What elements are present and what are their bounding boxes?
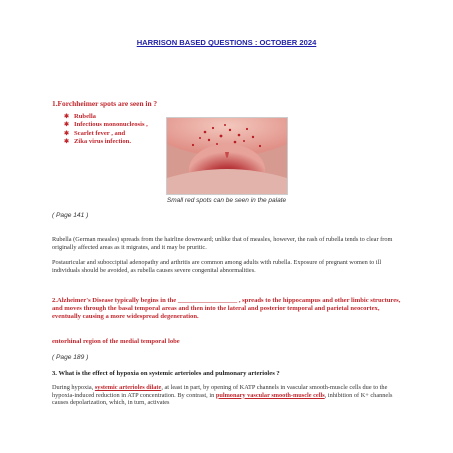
star-bullet-icon: ✱ [64, 139, 70, 146]
paragraph: Postauricular and suboccipital adenopathy and arthritis are common among adults with rubella. Exposure of pregnant women to ill individuals should be avoided, as rubella causes severe congenital abnormalities. [52, 259, 382, 274]
page-title: HARRISON BASED QUESTIONS : OCTOBER 2024 [136, 38, 317, 47]
highlighted-term: pulmonary vascular smooth-muscle cells [215, 391, 325, 399]
question-1: 1.Forchheimer spots are seen in ? [52, 99, 158, 108]
list-item: ✱ Rubella [64, 113, 96, 120]
question-2: 2.Alzheimer's Disease typically begins in the __________________ , spreads to the hippocampus and other limbic structures, and moves through the basal temporal areas and then into the lateral and posterior temporal and parietal neocortex, eventually causing a more widespread degeneration. [52, 297, 401, 320]
palate-photo-illustration [167, 118, 287, 194]
star-bullet-icon: ✱ [64, 122, 70, 129]
star-bullet-icon: ✱ [64, 130, 70, 137]
paragraph: Rubella (German measles) spreads from the hairline downward; unlike that of measles, however, the rash of rubella tends to clear from originally affected areas as it migrates, and it may be pruritic. [52, 236, 393, 251]
star-bullet-icon: ✱ [64, 114, 70, 120]
page-reference: ( Page 189 ) [52, 354, 89, 361]
answer: entorhinal region of the medial temporal lobe [52, 338, 180, 345]
list-item: ✱ Infectious mononucleosis , [64, 121, 148, 129]
palate-photo [166, 117, 288, 195]
list-item: ✱ Zika virus infection. [64, 138, 131, 146]
options-list [64, 113, 148, 147]
list-item: ✱ Scarlet fever , and [64, 129, 126, 137]
highlighted-term: systemic arterioles dilate [94, 384, 162, 391]
photo-caption: Small red spots can be seen in the palate [166, 197, 287, 204]
question-3: 3. What is the effect of hypoxia on systemic arterioles and pulmonary arterioles ? [52, 370, 280, 377]
page-reference: ( Page 141 ) [52, 212, 89, 219]
paragraph: During hypoxia, systemic arterioles dilate, at least in part, by opening of KATP channels in vascular smooth-muscle cells due to the hypoxia-induced reduction in ATP concentration. By contrast, in pulmonary vascular smooth-muscle cells, inhibition of K+ channels causes depolarization, which, in turn, activates [52, 384, 393, 407]
